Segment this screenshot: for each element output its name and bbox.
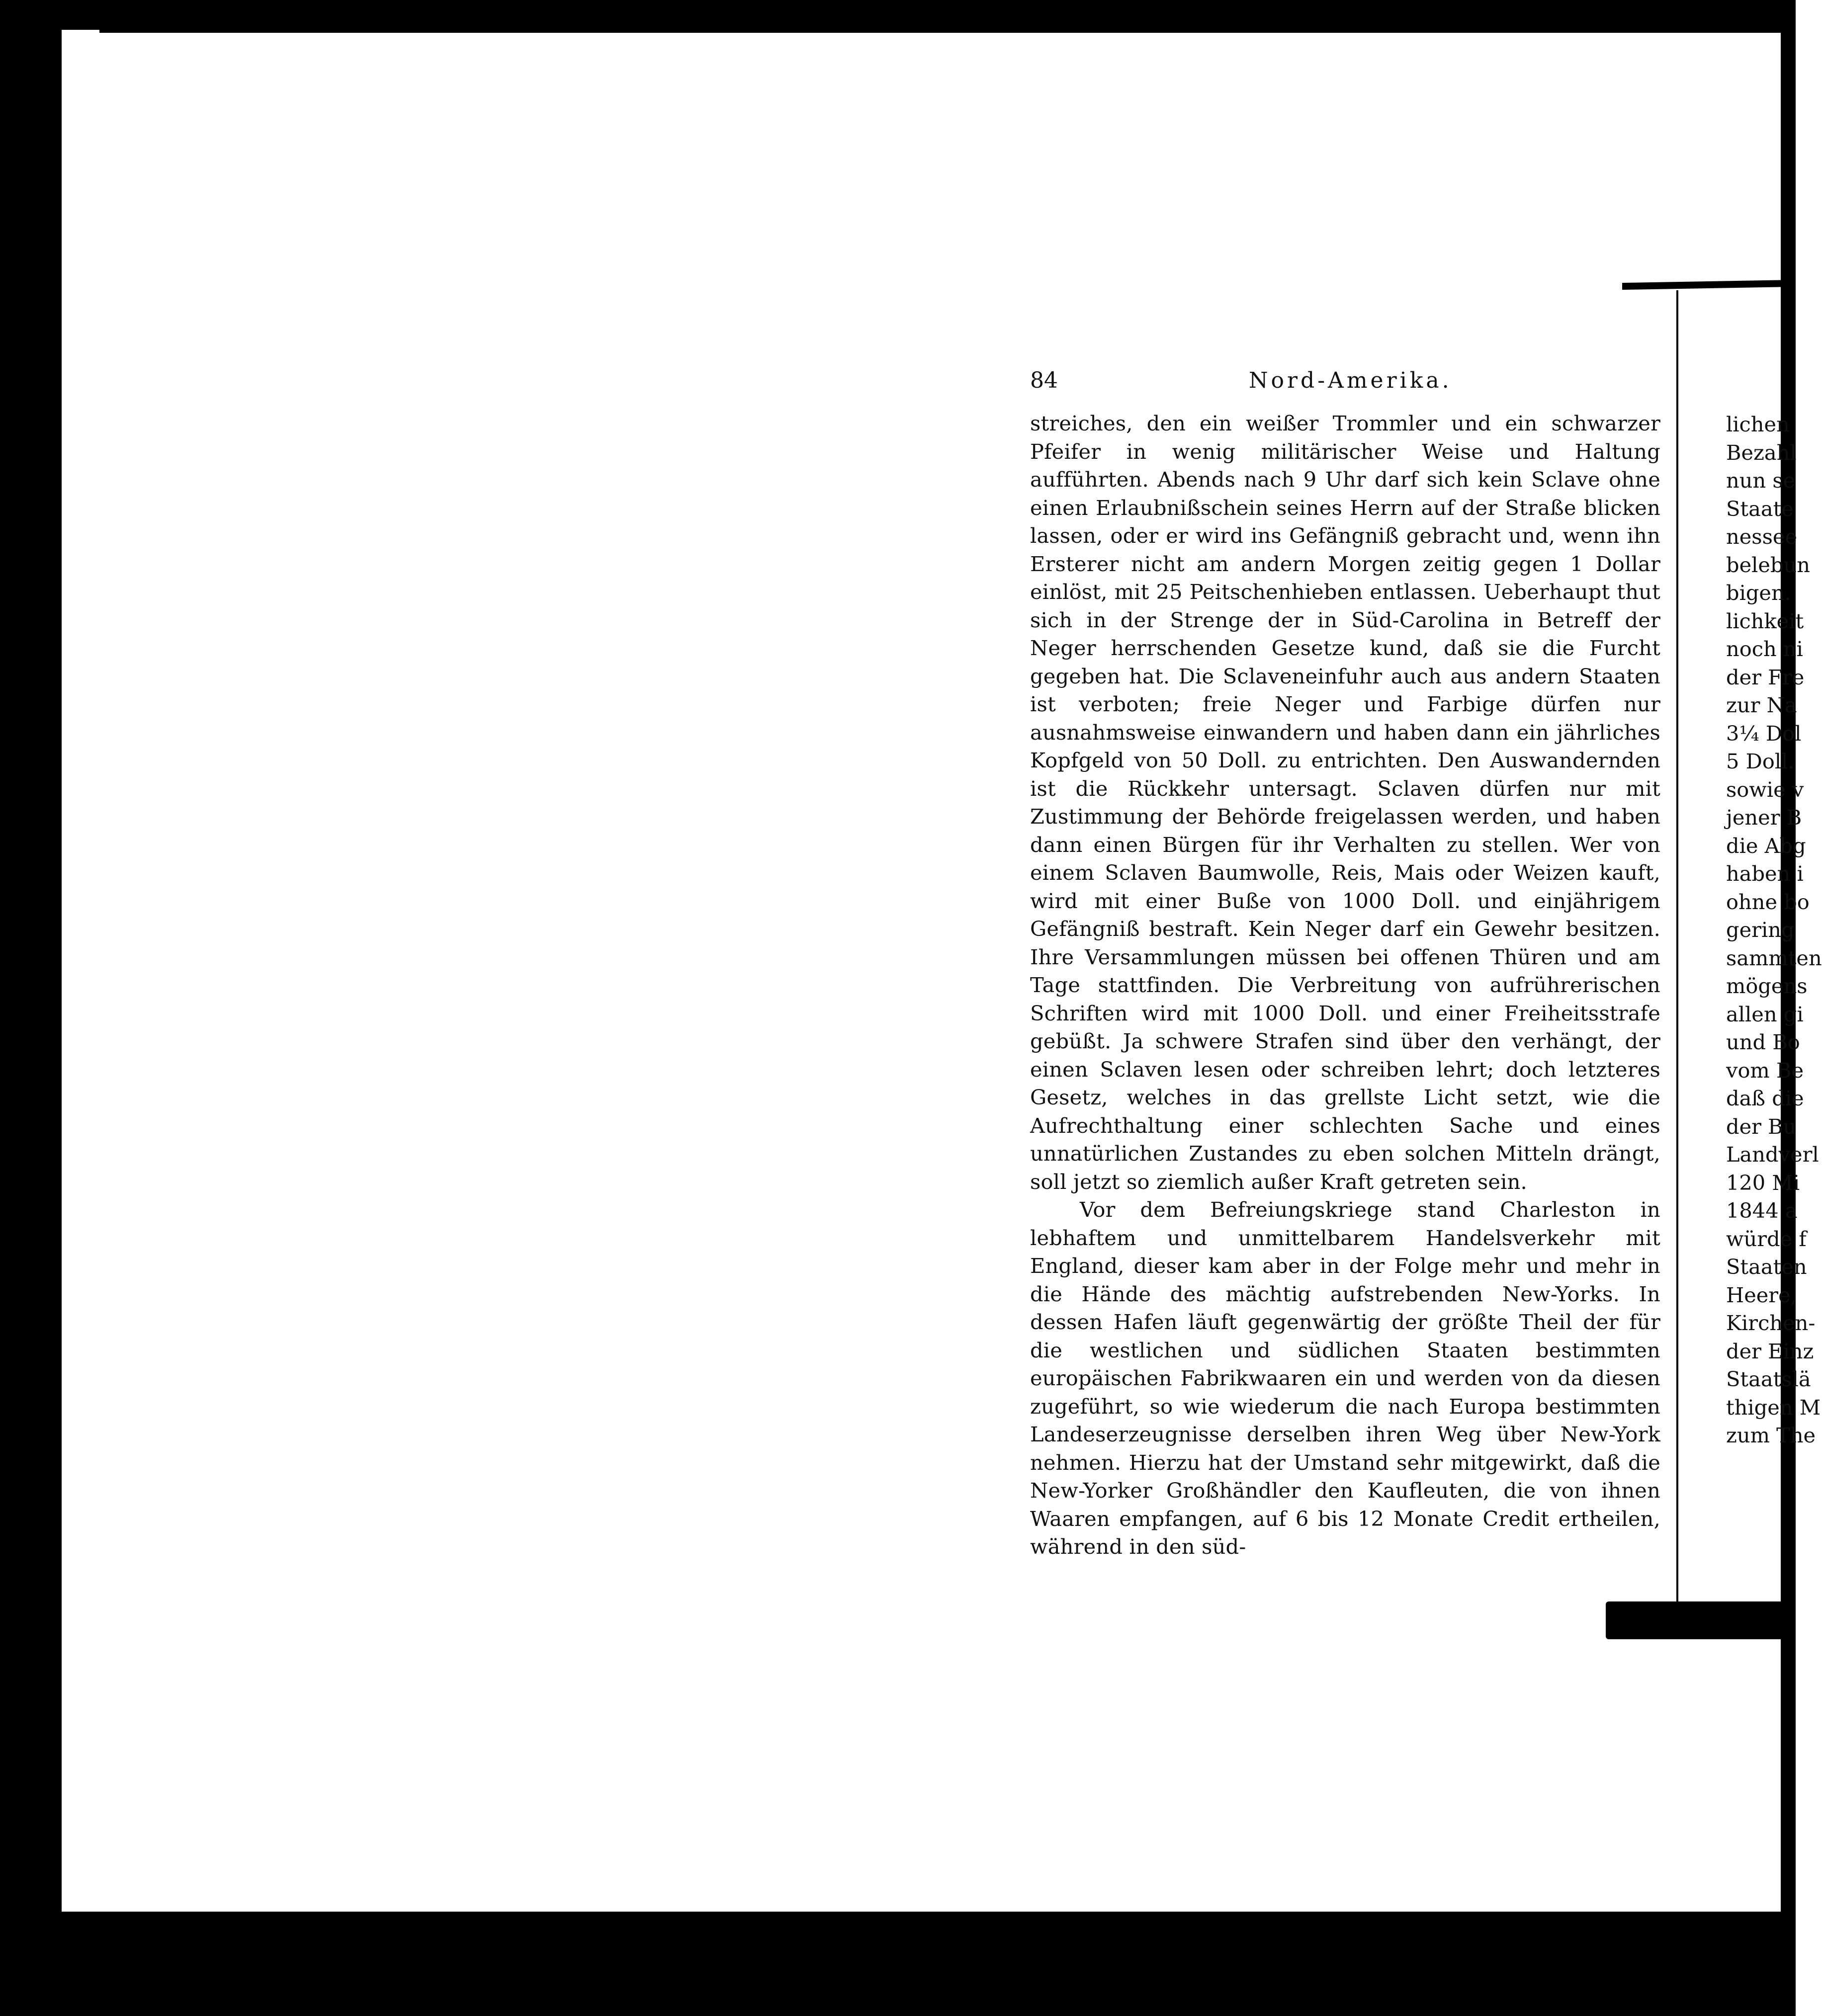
facing-page-line: vom Be [1726,1058,1804,1083]
facing-page-line: 5 Doll. [1726,749,1795,773]
facing-page-line: haben i [1726,861,1804,886]
facing-page-line: Staate [1726,496,1794,521]
facing-page-line: daß die [1726,1086,1804,1110]
facing-page-line: die Abg [1726,833,1806,858]
facing-page-line: belebun [1726,552,1810,577]
facing-page-line: Staaten [1726,1255,1807,1279]
scan-page-edge-left [50,30,99,1919]
facing-page-line: zur Na [1726,693,1797,717]
binding-clip-bar [1676,290,1678,1612]
facing-page-line: lichkeit [1726,608,1804,633]
book-page [1030,368,1660,1561]
facing-page-line: bigen. [1726,581,1791,605]
facing-page-line: 3¼ Dol [1726,721,1802,746]
facing-page-line: gering [1726,918,1795,942]
scan-border-top [0,0,1796,33]
body-text [1030,410,1660,1561]
facing-page-line: der Bu [1726,1114,1797,1139]
facing-page-line: der Fre [1726,665,1805,689]
facing-page-line: nun se [1726,468,1796,493]
facing-page-line: sowie v [1726,777,1804,802]
page-number: 84 [1030,368,1058,393]
facing-page-line: Landverl [1726,1142,1819,1167]
binding-clip-bottom [1606,1601,1796,1639]
facing-page-line: Kirchen- [1726,1311,1816,1335]
facing-page-line: 120 Mi [1726,1170,1800,1195]
facing-page-line: Bezahl [1726,440,1797,465]
scan-border-bottom [0,1912,1796,2016]
facing-page-line: zum The [1726,1423,1816,1447]
facing-page-line: allen gi [1726,1002,1804,1026]
facing-page-line: noch ni [1726,637,1803,661]
facing-page-line: thigen M [1726,1395,1821,1420]
facing-page-line: ohne bo [1726,889,1810,914]
facing-page-line: und Bo [1726,1030,1800,1054]
running-head [1030,368,1660,402]
binding-clip-top [1622,280,1796,290]
paragraph: streiches, den ein weißer Trommler und ein schwarzer Pfeifer in wenig militärischer Weise und Haltung aufführten. Abends nach 9 Uhr darf sich kein Sclave ohne einen Erlaubnißschein seines Herrn auf der Straße blicken lassen, oder er wird ins Gefängniß gebracht und, wenn ihn Ersterer nicht am andern Morgen zeitig gegen 1 Dollar einlöst, mit 25 Peitschenhieben entlassen. Ueberhaupt thut sich in der Strenge der in Süd-Carolina in Betreff der Neger herrschenden Gesetze kund, daß sie die Furcht gegeben hat. Die Sclaveneinfuhr auch aus andern Staaten ist verboten; freie Neger und Farbige dürfen nur ausnahmsweise einwandern und haben dann ein jährliches Kopfgeld von 50 Doll. zu entrichten. Den Auswandernden ist die Rückkehr untersagt. Sclaven dürfen nur mit Zustimmung der Behörde freigelassen werden, und haben dann einen Bürgen für ihr Verhalten zu stellen. Wer von einem Sclaven Baumwolle, Reis, Mais oder Weizen kauft, wird mit einer Buße von 1000 Doll. und einjährigem Gefängniß bestraft. Kein Neger darf ein Gewehr besitzen. Ihre Versammlungen müssen bei offenen Thüren und am Tage stattfinden. Die Verbreitung von aufrührerischen Schriften wird mit 1000 Doll. und einer Freiheitsstrafe gebüßt. Ja schwere Strafen sind über den verhängt, der einen Sclaven lesen oder schreiben lehrt; doch letzteres Gesetz, welches in das grellste Licht setzt, wie die Aufrechthaltung einer schlechten Sache und eines unnatürlichen Zustandes zu eben solchen Mitteln drängt, soll jetzt so ziemlich außer Kraft getreten sein. [1030,411,1660,1194]
facing-page-line: mögens [1726,974,1808,998]
facing-page-fragment [1726,411,1822,1450]
running-title: Nord-Amerika. [1249,368,1452,393]
paragraph: Vor dem Befreiungskriege stand Charleston in lebhaftem und unmittelbarem Handelsverkehr mit England, dieser kam aber in der Folge mehr und mehr in die Hände des mächtig aufstrebenden New-Yorks. In dessen Hafen läuft gegenwärtig der größte Theil der für die westlichen und südlichen Staaten bestimmten europäischen Fabrikwaaren ein und werden von da diesen zugeführt, so wie wiederum die nach Europa bestimmten Landeserzeugnisse derselben ihren Weg über New-York nehmen. Hierzu hat der Umstand sehr mitgewirkt, daß die New-Yorker Großhändler den Kaufleuten, die von ihnen Waaren empfangen, auf 6 bis 12 Monate Credit ertheilen, während in den süd- [1030,1197,1660,1559]
facing-page-line: Heere, [1726,1282,1797,1307]
facing-page-line: Staatslä [1726,1367,1811,1391]
scan-border-left [0,0,50,2016]
facing-page-line: nessee [1726,524,1798,549]
facing-page-line: lichen [1726,412,1790,436]
facing-page-line: sammten [1726,945,1822,970]
facing-page-line: der Einz [1726,1339,1814,1363]
facing-page-line: würde f [1726,1226,1807,1251]
facing-page-line: 1844 a [1726,1198,1798,1223]
facing-page-line: jener B [1726,805,1802,830]
